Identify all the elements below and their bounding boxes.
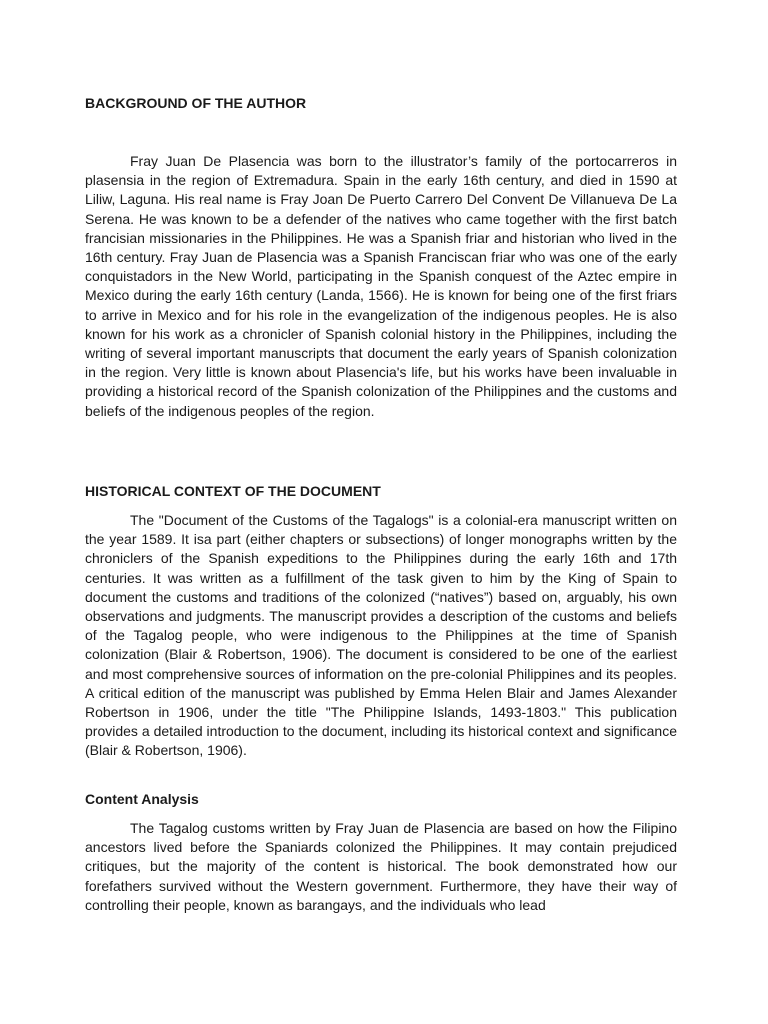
section-heading-content-analysis: Content Analysis [85, 791, 199, 807]
author-background-paragraph: Fray Juan De Plasencia was born to the illustrator’s family of the portocarreros in plasensia in the region of Extremadura. Spain in the early 16th century, and died in 1590 at Liliw, Laguna. His real name is Fray Joan De Puerto Carrero Del Convent De Villanueva De La Serena. He was known to be a defender of the natives who came together with the first batch francisian missionaries in the Philippines. He was a Spanish friar and historian who lived in the 16th century. Fray Juan de Plasencia was a Spanish Franciscan friar who was one of the early conquistadors in the New World, participating in the Spanish conquest of the Aztec empire in Mexico during the early 16th century (Landa, 1566). He is known for being one of the first friars to arrive in Mexico and for his role in the evangelization of the indigenous peoples. He is also known for his work as a chronicler of Spanish colonial history in the Philippines, including the writing of several important manuscripts that document the early years of Spanish colonization in the region. Very little is known about Plasencia's life, but his works have been invaluable in providing a historical record of the Spanish colonization of the Philippines and the customs and beliefs of the indigenous peoples of the region. [85, 153, 677, 419]
section-heading-author-background: BACKGROUND OF THE AUTHOR [85, 95, 307, 111]
section-heading-historical-context: HISTORICAL CONTEXT OF THE DOCUMENT [85, 483, 381, 499]
historical-context-paragraph: The "Document of the Customs of the Tagalogs" is a colonial-era manuscript written on the year 1589. It isa part (either chapters or subsections) of longer monographs written by the chroniclers of the Spanish expeditions to the Philippines during the early 16th and 17th centuries. It was written as a fulfillment of the task given to him by the King of Spain to document the customs and traditions of the colonized (“natives”) based on, arguably, his own observations and judgments. The manuscript provides a description of the customs and beliefs of the Tagalog people, who were indigenous to the Philippines at the time of Spanish colonization (Blair & Robertson, 1906). The document is considered to be one of the earliest and most comprehensive sources of information on the pre-colonial Philippines and its peoples. A critical edition of the manuscript was published by Emma Helen Blair and James Alexander Robertson in 1906, under the title "The Philippine Islands, 1493-1803." This publication provides a detailed introduction to the document, including its historical context and significance (Blair & Robertson, 1906). [85, 512, 677, 759]
content-analysis-paragraph: The Tagalog customs written by Fray Juan de Plasencia are based on how the Filipino ancestors lived before the Spaniards colonized the Philippines. It may contain prejudiced critiques, but the majority of the content is historical. The book demonstrated how our forefathers survived without the Western government. Furthermore, they have their way of controlling their people, known as barangays, and the individuals who lead [85, 820, 677, 913]
